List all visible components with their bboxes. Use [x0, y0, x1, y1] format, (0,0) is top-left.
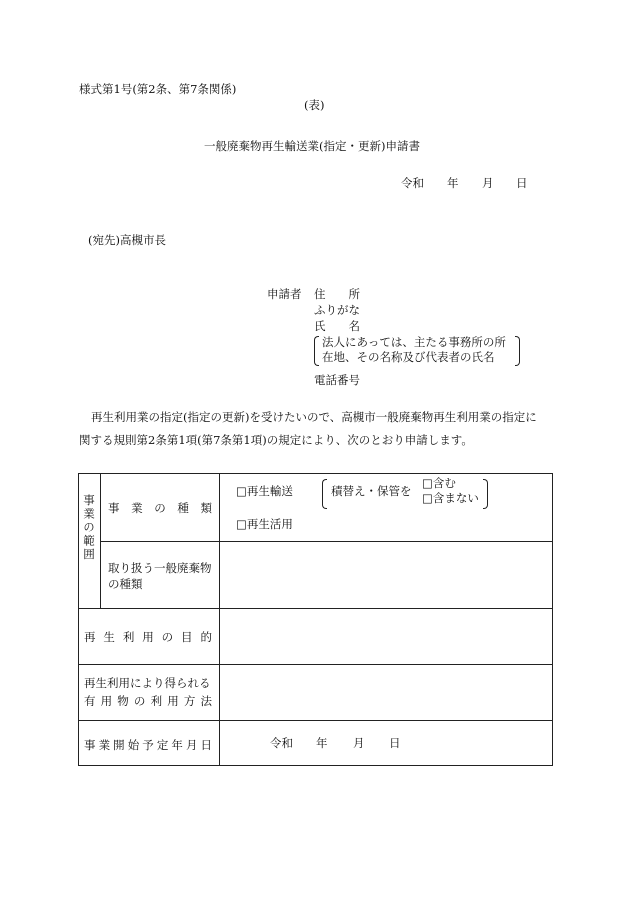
table-border-bottom [78, 765, 553, 766]
transship-label: 積替え・保管を [331, 484, 412, 498]
form-number: 様式第1号(第2条、第7条関係) [79, 82, 237, 96]
waste-type-field[interactable] [222, 545, 548, 605]
date-era: 令和 [401, 176, 424, 190]
date-year: 年 [447, 176, 459, 190]
start-date-month: 月 [353, 736, 365, 750]
addressee: (宛先)高槻市長 [88, 233, 166, 247]
table-row-line-1 [100, 541, 553, 542]
table-label-divider [219, 473, 220, 766]
date-day: 日 [516, 176, 528, 190]
start-date-year: 年 [316, 736, 328, 750]
option-recycled-transport[interactable]: □再生輸送 [236, 484, 293, 498]
transship-bracket-left [322, 479, 327, 509]
page-title: 一般廃棄物再生輸送業(指定・更新)申請書 [204, 139, 420, 153]
name-label: 氏 名 [314, 319, 360, 333]
table-border-top [78, 473, 553, 474]
body-line-2: 関する規則第2条第1項(第7条第1項)の規定により、次のとおり申請します。 [79, 433, 473, 447]
start-date-era: 令和 [270, 736, 293, 750]
phone-label: 電話番号 [314, 373, 360, 387]
usage-field[interactable] [222, 667, 548, 717]
business-type-label: 事 業 の 種 類 [108, 501, 212, 515]
purpose-field[interactable] [222, 611, 548, 661]
corp-note-line1: 法人にあっては、主たる事務所の所 [322, 335, 506, 349]
corp-note-line2: 在地、その名称及び代表者の氏名 [322, 350, 495, 364]
body-line-1: 再生利用業の指定(指定の更新)を受けたいので、高槻市一般廃棄物再生利用業の指定に [91, 410, 537, 424]
corp-note-bracket-left [314, 336, 319, 366]
waste-type-label-line1: 取り扱う一般廃棄物 [108, 561, 212, 575]
start-date-label: 事 業 開 始 予 定 年 月 日 [84, 738, 212, 752]
usage-label-line1: 再生利用により得られる [84, 676, 211, 690]
option-recycled-utilization[interactable]: □再生活用 [236, 517, 293, 531]
side-label: (表) [304, 98, 325, 112]
table-border-right [552, 473, 553, 766]
option-include[interactable]: □含む [422, 476, 456, 490]
scope-label: 事業の範囲 [82, 494, 96, 562]
corp-note-bracket-right [515, 336, 520, 366]
date-month: 月 [482, 176, 494, 190]
purpose-label: 再 生 利 用 の 目 的 [84, 630, 212, 644]
table-row-line-2 [78, 608, 553, 609]
start-date-day: 日 [389, 736, 401, 750]
applicant-label: 申請者 [267, 287, 302, 301]
furigana-label: ふりがな [314, 303, 360, 317]
usage-label-line2: 有 用 物 の 利 用 方 法 [84, 694, 212, 708]
table-row-line-3 [78, 664, 553, 665]
waste-type-label-line2: の種類 [108, 577, 143, 591]
transship-bracket-right [483, 479, 488, 509]
table-row-line-4 [78, 720, 553, 721]
address-label: 住 所 [314, 287, 360, 301]
option-exclude[interactable]: □含まない [422, 491, 479, 505]
table-border-left [78, 473, 79, 766]
